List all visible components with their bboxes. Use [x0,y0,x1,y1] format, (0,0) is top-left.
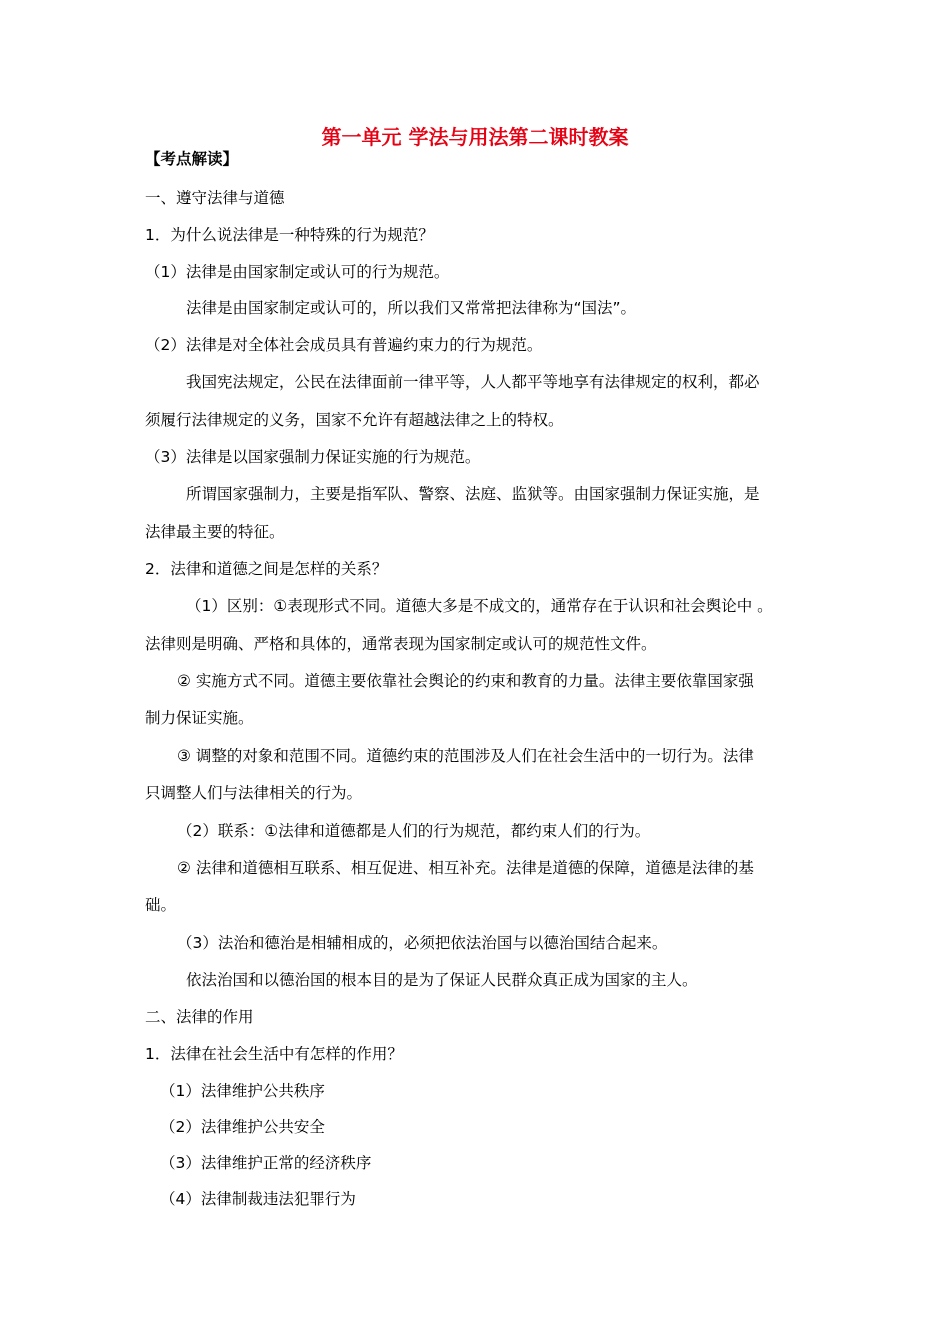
paragraph: 所谓国家强制力，主要是指军队、警察、法庭、监狱等。由国家强制力保证实施，是 [186,485,760,503]
paragraph: ② 法律和道德相互联系、相互促进、相互补充。法律是道德的保障，道德是法律的基 [177,859,754,877]
list-item: （1）法律维护公共秩序 [160,1082,325,1100]
paragraph: 制力保证实施。 [145,709,254,727]
paragraph: 依法治国和以德治国的根本目的是为了保证人民群众真正成为国家的主人。 [186,971,698,989]
point-2-3: （3）法治和德治是相辅相成的，必须把依法治国与以德治国结合起来。 [177,934,668,952]
paragraph: ② 实施方式不同。道德主要依靠社会舆论的约束和教育的力量。法律主要依靠国家强 [177,672,754,690]
paragraph: 法律则是明确、严格和具体的，通常表现为国家制定或认可的规范性文件。 [145,635,657,653]
point-1-2: （2）法律是对全体社会成员具有普遍约束力的行为规范。 [145,336,543,354]
question-1: 1．为什么说法律是一种特殊的行为规范？ [145,226,434,244]
document-title: 第一单元 学法与用法第二课时教案 [321,125,629,149]
list-item: （4）法律制裁违法犯罪行为 [160,1190,356,1208]
list-item: （3）法律维护正常的经济秩序 [160,1154,372,1172]
point-1-3: （3）法律是以国家强制力保证实施的行为规范。 [145,448,481,466]
point-2-1: （1）区别：①表现形式不同。道德大多是不成文的，通常存在于认识和社会舆论中 。 [186,597,773,615]
section-label-exam-points: 【考点解读】 [145,150,239,168]
heading-law-and-morality: 一、遵守法律与道德 [145,189,285,207]
point-2-2: （2）联系：①法律和道德都是人们的行为规范，都约束人们的行为。 [177,822,651,840]
paragraph: 只调整人们与法律相关的行为。 [145,784,363,802]
paragraph: 础。 [145,896,177,914]
paragraph: 我国宪法规定，公民在法律面前一律平等，人人都平等地享有法律规定的权利，都必 [186,373,760,391]
paragraph: 法律是由国家制定或认可的，所以我们又常常把法律称为“国法”。 [186,299,637,317]
question-2: 2．法律和道德之间是怎样的关系？ [145,560,388,578]
point-1-1: （1）法律是由国家制定或认可的行为规范。 [145,263,450,281]
question-3: 1．法律在社会生活中有怎样的作用？ [145,1045,403,1063]
paragraph: 法律最主要的特征。 [145,523,285,541]
paragraph: 须履行法律规定的义务，国家不允许有超越法律之上的特权。 [145,411,564,429]
paragraph: ③ 调整的对象和范围不同。道德约束的范围涉及人们在社会生活中的一切行为。法律 [177,747,754,765]
heading-role-of-law: 二、法律的作用 [145,1008,254,1026]
list-item: （2）法律维护公共安全 [160,1118,325,1136]
